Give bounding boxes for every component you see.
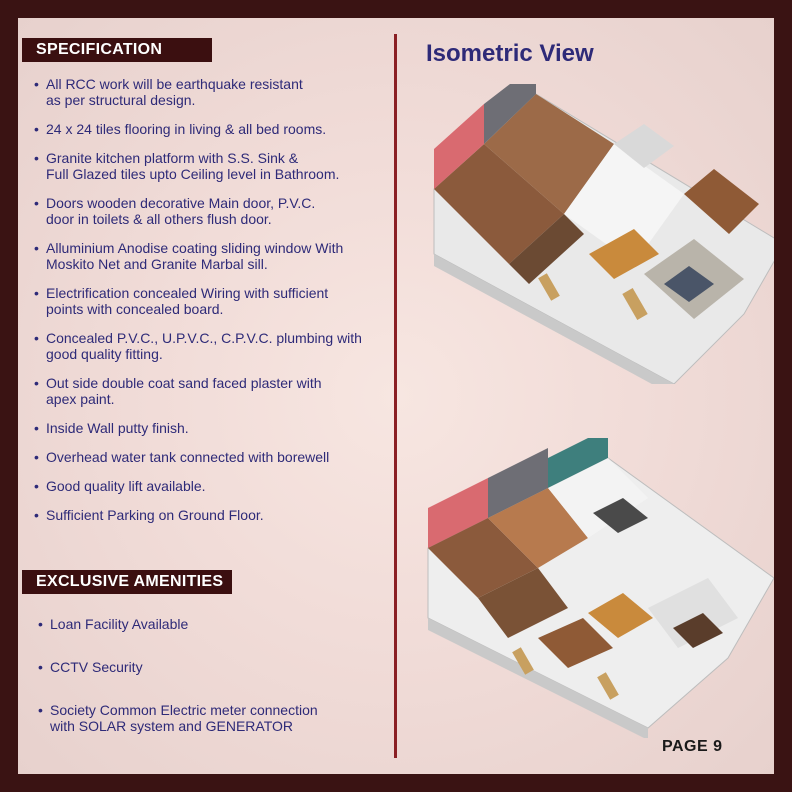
page-number: PAGE 9: [662, 738, 723, 755]
spec-item: • Inside Wall putty finish.: [34, 420, 384, 436]
spec-item: • Out side double coat sand faced plaster with apex paint.: [34, 375, 384, 407]
amenity-item: • CCTV Security: [38, 659, 378, 675]
isometric-title: Isometric View: [426, 40, 594, 67]
isometric-floor-plan-top: [414, 84, 774, 384]
spec-item: • All RCC work will be earthquake resistant as per structural design.: [34, 76, 384, 108]
amenity-item: • Society Common Electric meter connection with SOLAR system and GENERATOR: [38, 702, 378, 734]
amenities-list: [38, 616, 378, 761]
spec-item: • Good quality lift available.: [34, 478, 384, 494]
vertical-divider: [394, 34, 397, 758]
spec-item: • Concealed P.V.C., U.P.V.C., C.P.V.C. plumbing with good quality fitting.: [34, 330, 384, 362]
spec-item: • Sufficient Parking on Ground Floor.: [34, 507, 384, 523]
amenity-item: • Loan Facility Available: [38, 616, 378, 632]
spec-item: • 24 x 24 tiles flooring in living & all bed rooms.: [34, 121, 384, 137]
specification-list: [34, 76, 384, 536]
isometric-floor-plan-bottom: [408, 438, 774, 738]
spec-item: • Doors wooden decorative Main door, P.V.C. door in toilets & all others flush door.: [34, 195, 384, 227]
spec-item: • Electrification concealed Wiring with sufficient points with concealed board.: [34, 285, 384, 317]
specification-heading: SPECIFICATION: [22, 38, 212, 62]
brochure-page: [18, 18, 774, 774]
spec-item: • Granite kitchen platform with S.S. Sink & Full Glazed tiles upto Ceiling level in Bathroom.: [34, 150, 384, 182]
spec-item: • Overhead water tank connected with borewell: [34, 449, 384, 465]
spec-item: • Alluminium Anodise coating sliding window With Moskito Net and Granite Marbal sill.: [34, 240, 384, 272]
amenities-heading: EXCLUSIVE AMENITIES: [22, 570, 232, 594]
